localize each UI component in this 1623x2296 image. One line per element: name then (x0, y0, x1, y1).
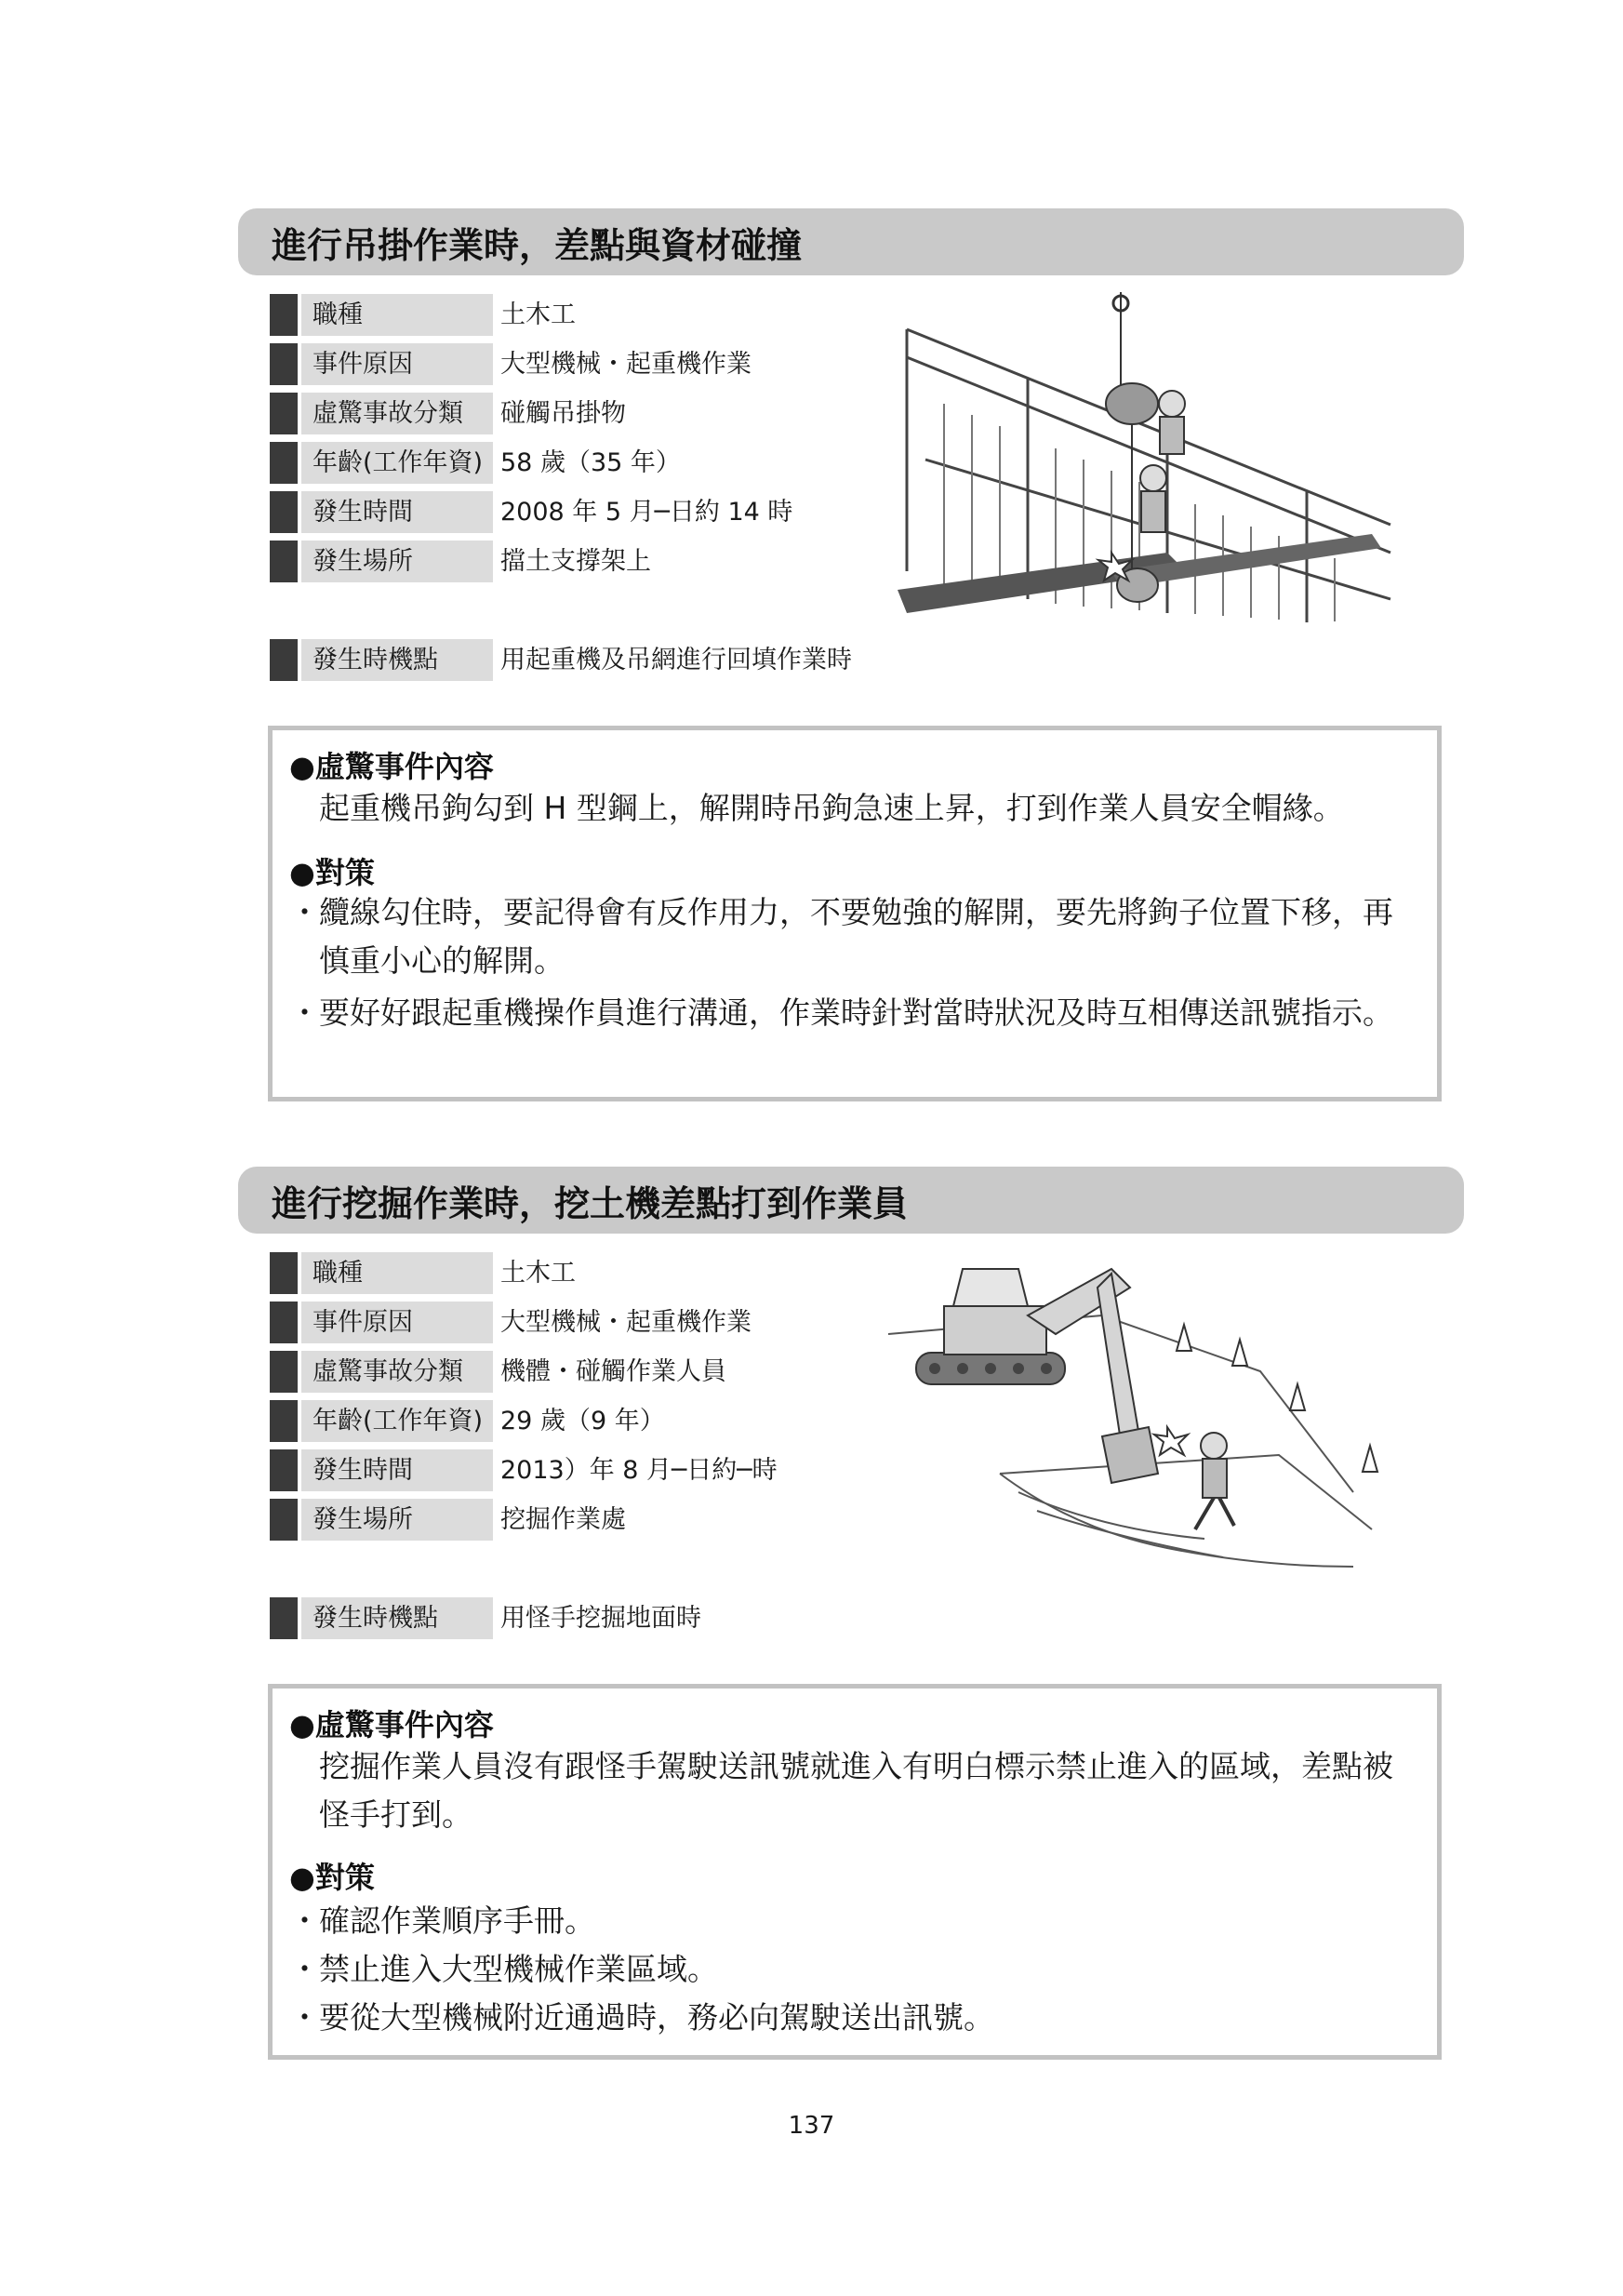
bullet-mark: ・ (289, 1902, 320, 1939)
info-value: 擋土支撐架上 (500, 547, 651, 576)
measure-text: 禁止進入大型機械作業區域。 (319, 1951, 718, 1987)
info-label: 發生時機點 (301, 639, 493, 681)
info-value: 2008 年 5 月─日約 14 時 (500, 498, 793, 527)
row-marker (270, 1499, 298, 1541)
info-label: 發生場所 (301, 1499, 493, 1541)
info-row-cause (270, 343, 884, 385)
info-value: 大型機械・起重機作業 (500, 350, 752, 379)
detail-box (268, 726, 1442, 1101)
bullet-mark: ・ (289, 1951, 320, 1987)
row-marker (270, 442, 298, 484)
row-marker (270, 1400, 298, 1442)
measure-text: 要好好跟起重機操作員進行溝通，作業時針對當時狀況及時互相傳送訊號指示。 (319, 994, 1393, 1031)
info-label: 年齡(工作年資) (301, 1400, 493, 1442)
page-number: 137 (788, 2112, 835, 2140)
info-label: 事件原因 (301, 343, 493, 385)
detail-box (268, 1684, 1442, 2060)
content-text: 挖掘作業人員沒有跟怪手駕駛送訊號就進入有明白標示禁止進入的區域，差點被怪手打到。 (319, 1748, 1393, 1833)
excavator-illustration (888, 1250, 1409, 1585)
info-label: 發生時間 (301, 1449, 493, 1491)
info-row-age (270, 442, 884, 484)
case-title: 進行挖掘作業時，挖土機差點打到作業員 (238, 1167, 1464, 1234)
measure-item (289, 1897, 1415, 1945)
info-row-place (270, 541, 884, 582)
bullet-mark: ・ (289, 894, 320, 930)
info-row-timing (270, 1597, 884, 1639)
content-text: 起重機吊鉤勾到 H 型鋼上，解開時吊鉤急速上昇，打到作業人員安全帽緣。 (319, 790, 1344, 826)
info-value: 土木工 (500, 1259, 576, 1288)
info-label: 虛驚事故分類 (301, 1351, 493, 1393)
info-row-time (270, 491, 884, 533)
row-marker (270, 541, 298, 582)
measure-text: 纜線勾住時，要記得會有反作用力，不要勉強的解開，要先將鉤子位置下移，再慎重小心的解開。 (319, 894, 1393, 979)
info-label: 虛驚事故分類 (301, 393, 493, 434)
bullet-mark: ・ (289, 994, 320, 1031)
row-marker (270, 1449, 298, 1491)
measure-text: 要從大型機械附近通過時，務必向駕駛送出訊號。 (319, 1999, 994, 2036)
content-heading: ●虛驚事件內容 (289, 749, 494, 784)
measure-item (289, 989, 1415, 1037)
measure-text: 確認作業順序手冊。 (319, 1902, 595, 1939)
info-value: 碰觸吊掛物 (500, 399, 626, 428)
row-marker (270, 294, 298, 336)
info-value: 機體・碰觸作業人員 (500, 1357, 726, 1386)
info-row-cause (270, 1302, 884, 1343)
info-row-occupation (270, 1252, 884, 1294)
row-marker (270, 1252, 298, 1294)
row-marker (270, 1302, 298, 1343)
measures-heading: ●對策 (289, 855, 375, 890)
row-marker (270, 1597, 298, 1639)
measure-item (289, 1945, 1415, 1994)
crane-lifting-illustration (888, 292, 1409, 627)
row-marker (270, 639, 298, 681)
info-row-place (270, 1499, 884, 1541)
info-row-category (270, 1351, 884, 1393)
bullet-mark: ・ (289, 1999, 320, 2036)
info-label: 職種 (301, 294, 493, 336)
info-row-category (270, 393, 884, 434)
info-label: 發生場所 (301, 541, 493, 582)
info-value: 挖掘作業處 (500, 1505, 626, 1534)
row-marker (270, 1351, 298, 1393)
info-value: 大型機械・起重機作業 (500, 1308, 752, 1337)
case-title: 進行吊掛作業時，差點與資材碰撞 (238, 208, 1464, 275)
info-label: 發生時間 (301, 491, 493, 533)
info-row-time (270, 1449, 884, 1491)
info-label: 職種 (301, 1252, 493, 1294)
info-row-timing (270, 639, 884, 681)
info-value: 用起重機及吊網進行回填作業時 (500, 646, 852, 674)
content-heading: ●虛驚事件內容 (289, 1707, 494, 1742)
row-marker (270, 343, 298, 385)
info-value: 2013）年 8 月─日約─時 (500, 1456, 778, 1485)
measure-item (289, 888, 1415, 985)
info-label: 發生時機點 (301, 1597, 493, 1639)
info-label: 年齡(工作年資) (301, 442, 493, 484)
info-row-occupation (270, 294, 884, 336)
row-marker (270, 491, 298, 533)
info-value: 土木工 (500, 300, 576, 329)
info-row-age (270, 1400, 884, 1442)
info-value: 用怪手挖掘地面時 (500, 1604, 701, 1633)
info-label: 事件原因 (301, 1302, 493, 1343)
measure-item (289, 1994, 1415, 2042)
info-value: 29 歲（9 年） (500, 1407, 665, 1435)
row-marker (270, 393, 298, 434)
measures-heading: ●對策 (289, 1860, 375, 1895)
info-value: 58 歲（35 年） (500, 448, 681, 477)
